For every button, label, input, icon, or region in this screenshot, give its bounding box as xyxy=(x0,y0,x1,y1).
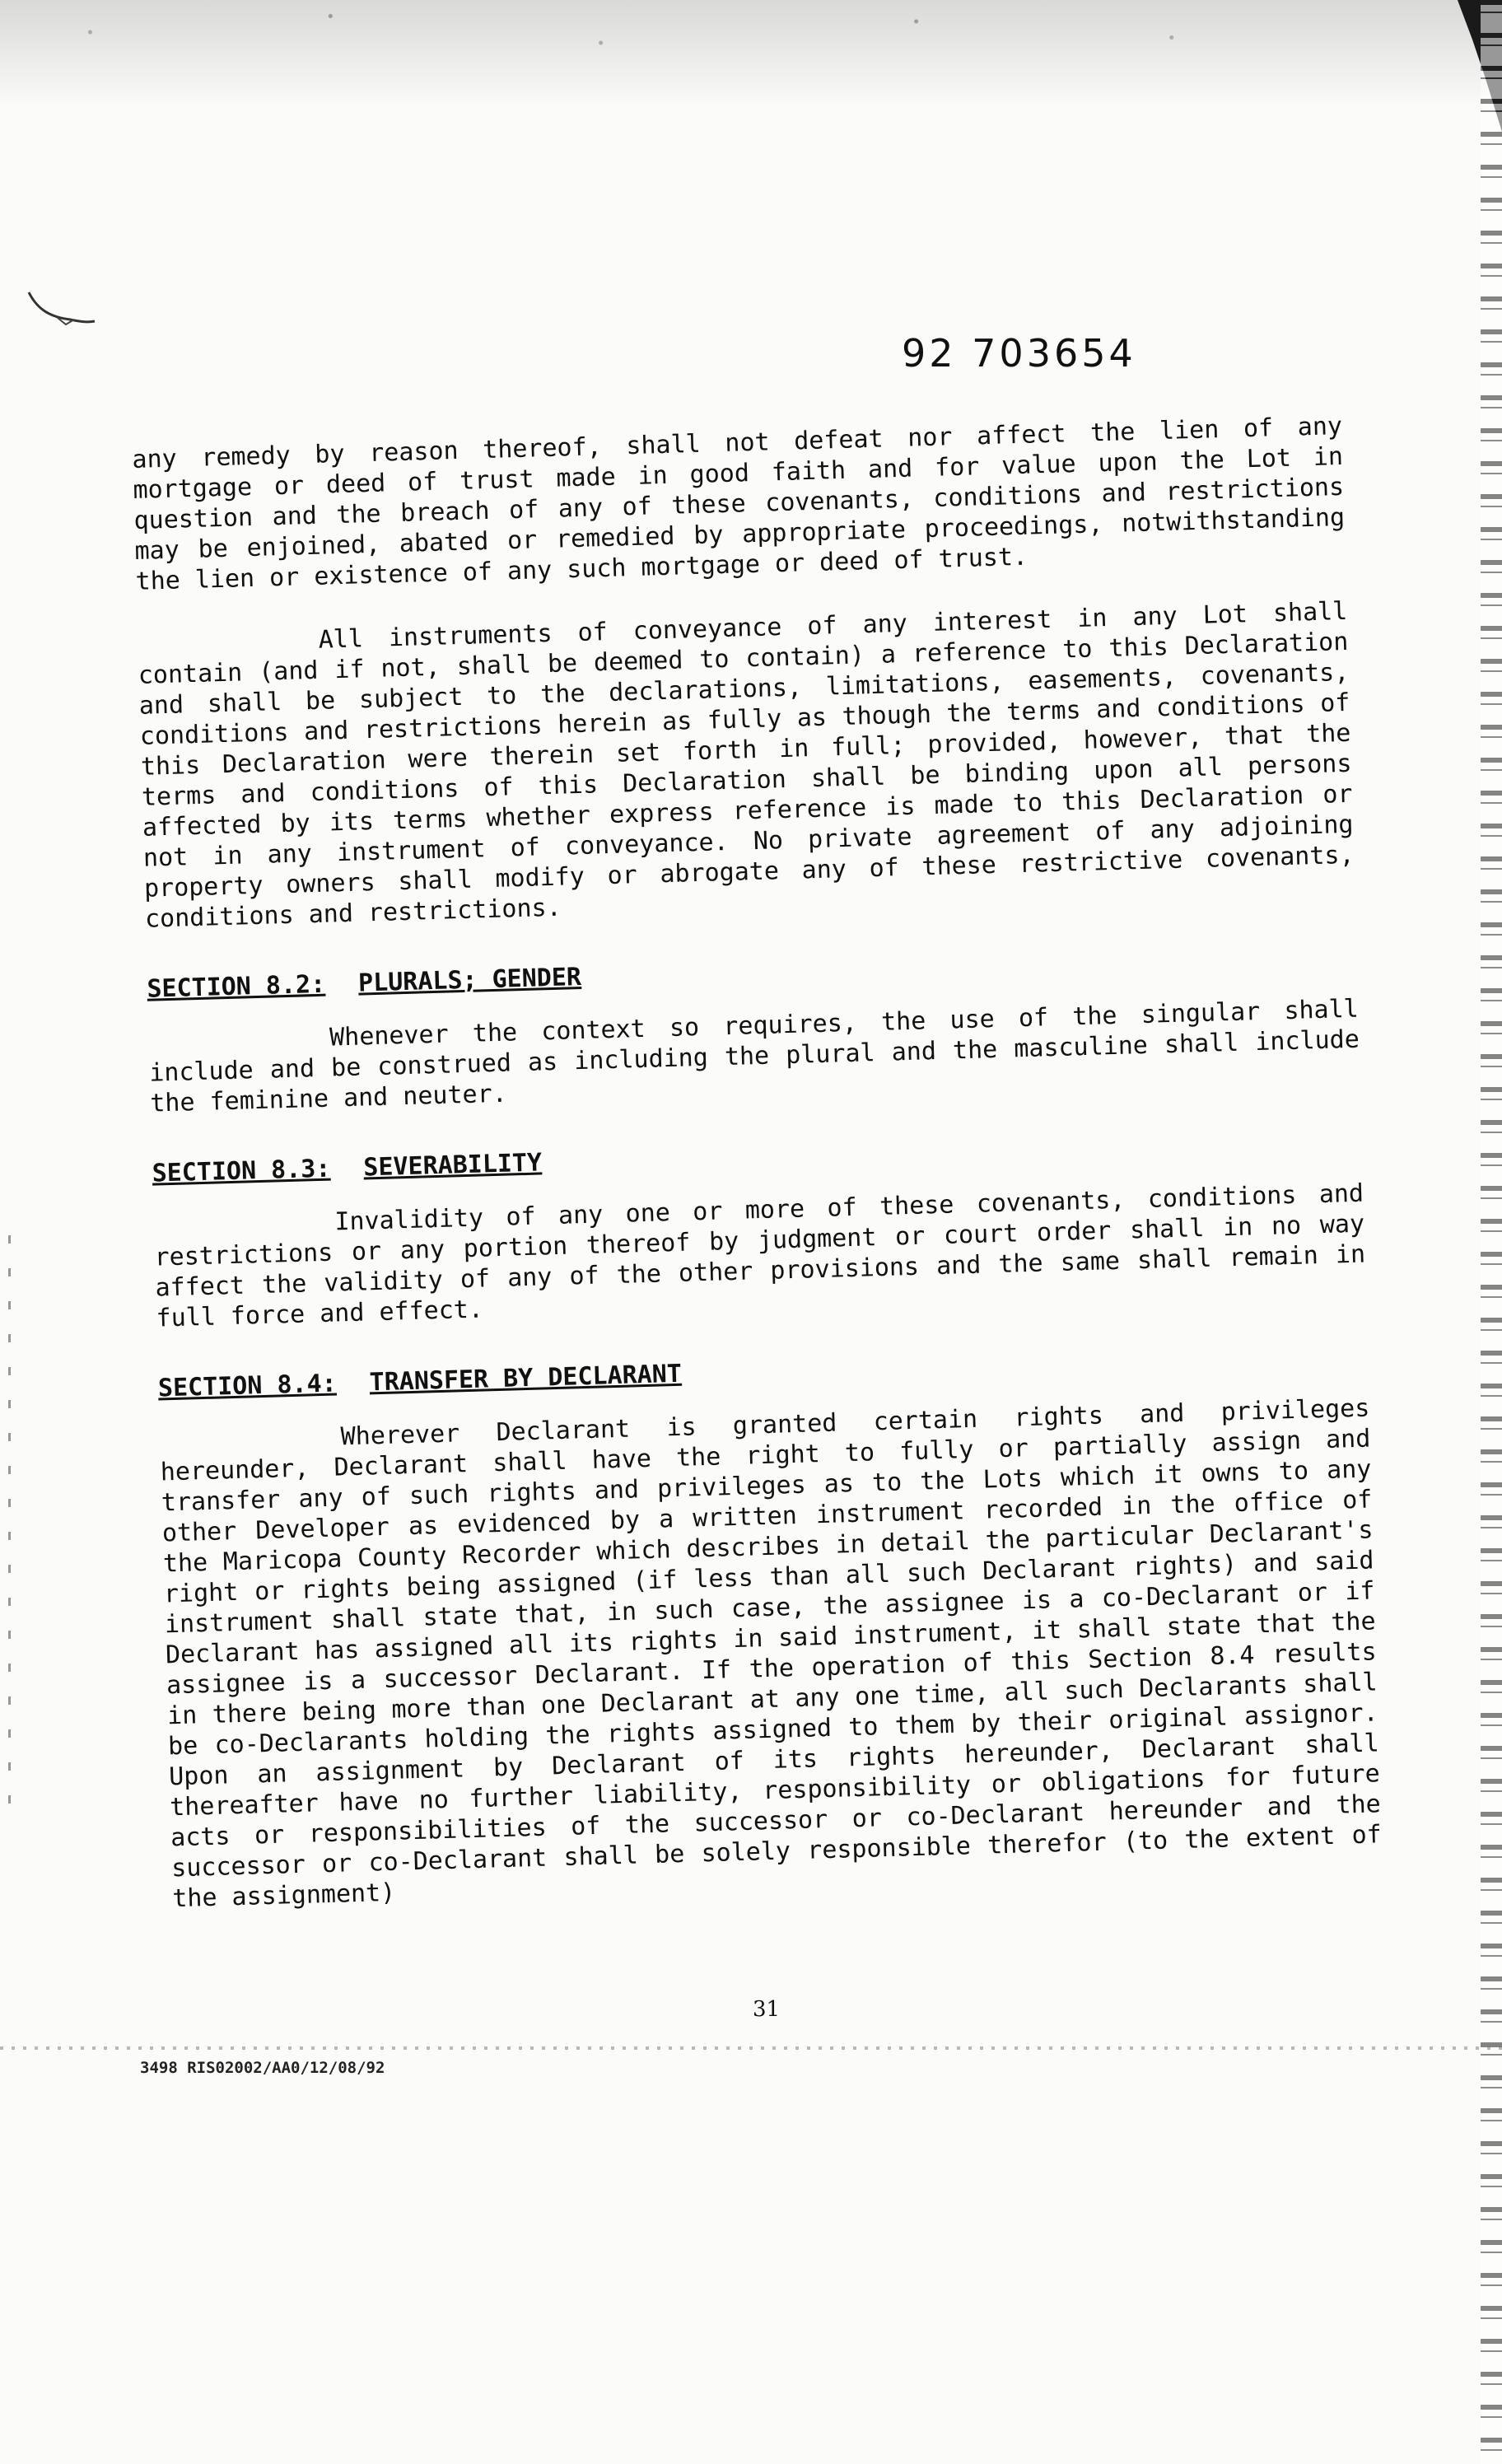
section-heading-8-2 xyxy=(147,940,1357,1005)
page-number: 31 xyxy=(753,1997,781,2022)
document-number: 92 703654 xyxy=(902,331,1136,376)
section-title: PLURALS; GENDER xyxy=(357,963,582,998)
section-heading-8-4 xyxy=(157,1340,1368,1404)
section-title: TRANSFER BY DECLARANT xyxy=(369,1359,683,1398)
hole-punch-mark xyxy=(25,288,99,338)
section-text-8-4: Wherever Declarant is granted certain rights and privileges hereunder, Declarant shall have the right to fully or partially assign and transfer any of such rights and privileges as to the Lots which it owns to any other Developer as evidenced by a written instrument recorded in the office of the Maricopa County Recorder which describes in detail the particular Declarant's right or rights being assigned (if less than all such Declarant rights) and said instrument shall state that, in such case, the assignee is a co-Declarant or if Declarant has assigned all its rights in said instrument, it shall state that the assignee is a successor Declarant. If the operation of this Section 8.4 results in there being more than one Declarant at any one time, all such Declarants shall be co-Declarants holding the rights assigned to them by their original assignor. Upon an assignment by Declarant of its rights hereunder, Declarant shall thereafter have no further liability, responsibility or obligations for future acts or responsibilities of the successor or co-Declarant hereunder and the successor or co-Declarant shall be solely responsible therefor (to the extent of the assignment) xyxy=(160,1393,1383,1914)
scan-noise-top xyxy=(0,0,1502,107)
section-heading-8-3 xyxy=(152,1125,1362,1189)
footer-code: 3498 RIS02002/AA0/12/08/92 xyxy=(140,2059,385,2077)
scan-edge-left xyxy=(8,1235,11,1812)
section-number: SECTION 8.3: xyxy=(152,1154,331,1188)
paragraph-instruments: All instruments of conveyance of any interest in any Lot shall contain (and if not, shall be deemed to contain) a reference to this Declaration and shall be subject to the declarations, limitations, easements, covenants, conditions and restrictions herein as fully as though the terms and conditions of this Declaration were therein set forth in full; provided, however, that the terms and conditions of this Declaration shall be binding upon all persons affected by its terms whether express reference is made to this Declaration or not in any instrument of conveyance. No private agreement of any adjoining property owners shall modify or abrogate any of these restrictive covenants, conditions and restrictions. xyxy=(138,596,1355,934)
section-text-8-2: Whenever the context so requires, the use of the singular shall include and be construed as including the plural and the masculine shall include the feminine and neuter. xyxy=(148,994,1360,1118)
section-number: SECTION 8.2: xyxy=(146,969,326,1004)
section-title: SEVERABILITY xyxy=(362,1148,543,1183)
document-body xyxy=(132,411,1383,1947)
paragraph-continuation: any remedy by reason thereof, shall not defeat nor affect the lien of any mortgage or deed of trust made in good faith and for value upon the Lot in question and the breach of any of these covenants, conditions and restrictions may be enjoined, abated or remedied by appropriate proceedings, notwithstanding the lien or existence of any such mortgage or deed of trust. xyxy=(132,411,1346,596)
scan-line xyxy=(0,2046,1502,2050)
scan-edge-right xyxy=(1481,0,1502,2464)
section-number: SECTION 8.4: xyxy=(157,1369,338,1403)
section-text-8-3: Invalidity of any one or more of these covenants, conditions and restrictions or any portion thereof by judgment or court order shall in no way affect the validity of any of the other provisions and the same shall remain in full force and effect. xyxy=(154,1178,1366,1333)
